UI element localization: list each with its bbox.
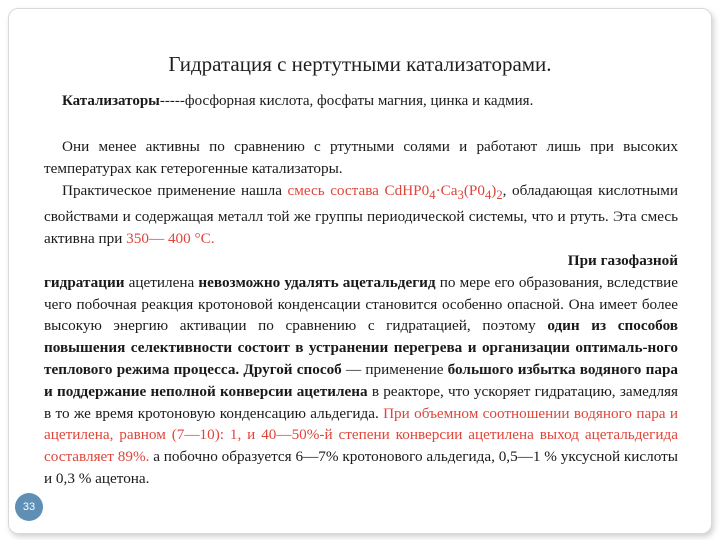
slide-number-badge: 33 (15, 493, 43, 521)
p2-po: (P0 (463, 181, 485, 199)
p3-t3: — применение (341, 361, 448, 378)
p2-ca: ·Ca (435, 181, 458, 199)
paragraph-3 (44, 272, 678, 490)
p2-sub3: 3 (457, 187, 464, 202)
p3-t4: в реакторе, что ускоряет гидратацию, замедляя в то же время кротоновую конденсацию альдегида. (44, 382, 678, 422)
p2-mixture (287, 181, 503, 202)
p2-sub4b: 4 (484, 187, 492, 202)
p3-right: При газофазной (567, 252, 678, 270)
paragraph-2 (44, 180, 678, 250)
p3-bold3: один из способов повышения селективности состоит в устранении перегрева и организации оптималь-ного теплового режима процесса. Другой способ (44, 317, 678, 378)
p2-sub4: 4 (429, 187, 436, 202)
p2-red: смесь состава Cd (287, 181, 403, 199)
paragraph-1: Они менее активны по сравнению с ртутными солями и работают лишь при высоких температурах как гетерогенные катализаторы. (44, 138, 678, 177)
p2-close: ) (491, 181, 497, 199)
p2-sub2: 2 (496, 187, 503, 202)
p3-bold1: гидратации (44, 273, 125, 291)
p3-t1: ацетилена (124, 273, 199, 291)
p3-bold2: невозможно удалять ацетальдегид (198, 273, 436, 291)
catalysts-text: -----фосфорная кислота, фосфаты магния, цинка и кадмия. (159, 93, 534, 109)
p2-temperature: 350— 400 °С. (126, 230, 215, 248)
slide-body (44, 136, 678, 490)
p3-t5: а побочно образуется 6—7% кротонового альдегида, 0,5—1 % уксусной кислоты и 0,3 % ацетона. (44, 448, 678, 487)
p2-text-a: Практическое применение нашла (62, 181, 288, 199)
p2-hp: HP0 (402, 181, 430, 199)
catalysts-line (62, 93, 533, 110)
p3-bold4: большого избытка водяного пара и поддержание неполной конверсии ацетилена (44, 361, 678, 400)
p2-text-b: , обладающая кислотными свойствами и содержащая металл той же группы периодической системы, что и ртуть. Эта смесь активна при (44, 181, 678, 248)
paragraph-3-lead (44, 250, 678, 272)
p3-t2: по мере его образования, вследствие чего побочная реакция кротоновой конденсации становится особенно опасной. Она имеет более высокую энергию активации по сравнению с гидратацией, поэтому (44, 273, 678, 335)
p3-red: При объемном соотношении водяного пара и ацетилена, равном (7—10): 1, и 40—50%-й степени конверсии ацетилена выход ацетальдегида составляет 89%. (44, 404, 679, 466)
slide-title: Гидратация с нертутными катализаторами. (168, 52, 552, 76)
catalysts-label: Катализаторы (62, 93, 160, 109)
